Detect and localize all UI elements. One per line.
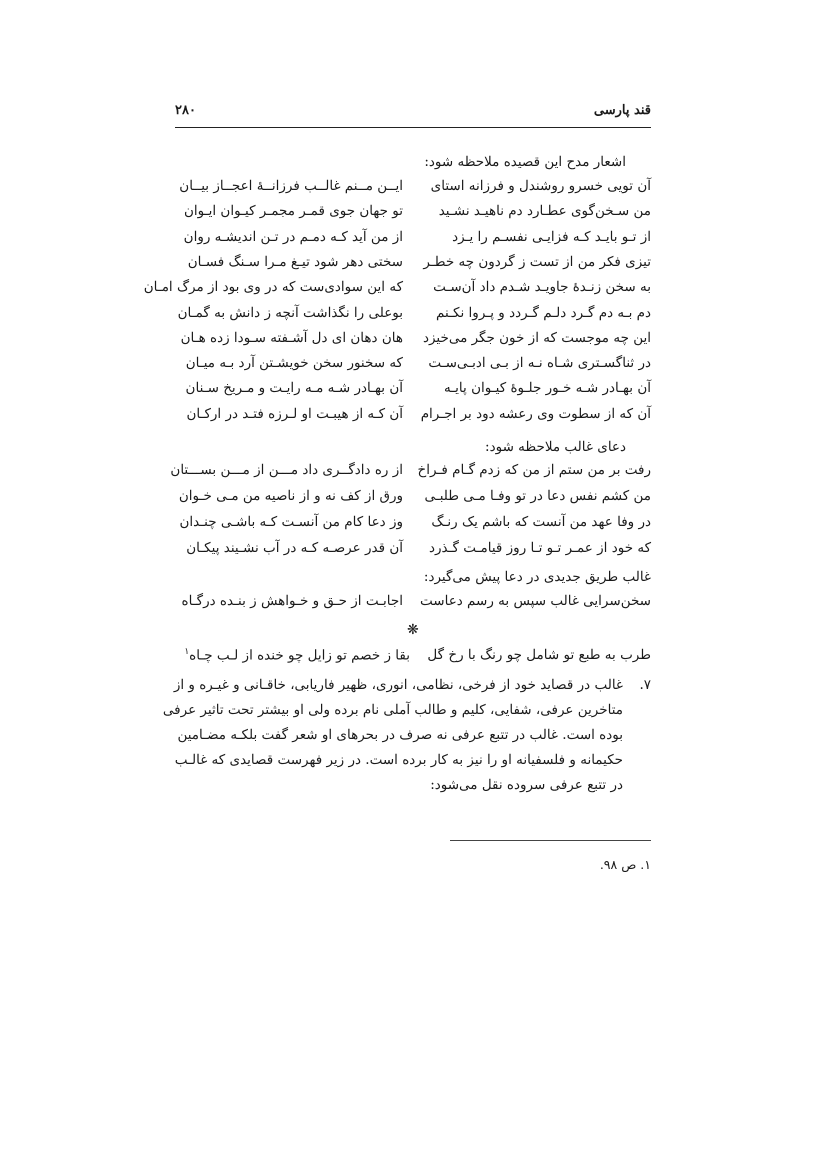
couplet bbox=[175, 514, 651, 534]
couplet bbox=[175, 593, 651, 613]
hemistich-second: بوعلی را نگذاشت آنچه ز دانش به گمـان bbox=[177, 304, 403, 321]
hemistich-second: که سخنور سخن خویشـتن آرد بـه میـان bbox=[185, 355, 403, 372]
couplet bbox=[175, 380, 651, 400]
hemistich-second: از من آید کـه دمـم در تـن اندیشـه روان bbox=[183, 228, 403, 245]
page-header bbox=[175, 103, 651, 128]
intro-line: اشعار مدح این قصیده ملاحظه شود: bbox=[424, 154, 626, 170]
paragraph-line: بوده است. غالب در تتبع عرفی نه صرف در بحرهای او شعر گفت بلکـه مضـامین bbox=[177, 727, 623, 743]
hemistich-second: آن بهـادر شـه مـه رایـت و مـریخ سـنان bbox=[185, 380, 403, 397]
hemistich-second: هان دهان ای دل آشـفته سـودا زده هـان bbox=[180, 329, 403, 346]
hemistich-first: در ثناگسـتری شـاه نـه از بـی ادبـی‌سـت bbox=[428, 355, 651, 372]
couplet bbox=[175, 355, 651, 375]
hemistich-first: در وفا عهد من آنست که باشم یک رنـگ bbox=[431, 514, 651, 530]
couplet bbox=[175, 229, 651, 249]
hemistich-first: که خود از عمـر تـو تـا روز قیامـت گـذرد bbox=[428, 540, 651, 556]
hemistich-second: ورق از کف نه و از ناصیه من مـی خـوان bbox=[178, 488, 403, 504]
paragraph-number: ۷. bbox=[639, 677, 651, 693]
couplet bbox=[143, 279, 651, 299]
paragraph-line: حکیمانه و فلسفیانه او را نیز به کار برده است. در زیر فهرست قصایدی که غالـب bbox=[174, 752, 623, 768]
paragraph-line: متاخرین عرفی، شفایی، کلیم و طالب آملی نام برده ولی او بیشتر تحت تاثیر عرفی bbox=[162, 702, 623, 718]
paragraph-line: غالب در قصاید خود از فرخی، نظامی، انوری، ظهیر فاریابی، خاقـانی و غیـره و از bbox=[173, 677, 623, 693]
couplet bbox=[175, 178, 651, 198]
hemistich-first: آن بهـادر شـه خـور جلـوهٔ کیـوان پایـه bbox=[443, 380, 651, 397]
couplet bbox=[170, 462, 651, 482]
hemistich-first: آن که از سطوت وی رعشه دود بر اجـرام bbox=[420, 405, 651, 422]
intro-line: غالب طریق جدیدی در دعا پیش می‌گیرد: bbox=[423, 569, 651, 585]
couplet bbox=[175, 406, 651, 426]
page-number: ۲۸۰ bbox=[175, 103, 196, 118]
couplet bbox=[175, 305, 651, 325]
hemistich-second: آن قدر عرصـه کـه در آب نشـیند پیکـان bbox=[186, 540, 403, 556]
couplet bbox=[175, 330, 651, 350]
hemistich-second bbox=[175, 647, 410, 664]
section-separator: ❋ bbox=[407, 622, 419, 638]
couplet bbox=[175, 488, 651, 508]
hemistich-first: دم بـه دم گـرد دلـم گـردد و پـروا نکـنم bbox=[436, 304, 651, 321]
intro-line: دعای غالب ملاحظه شود: bbox=[485, 439, 626, 455]
hemistich-first: به سخن زنـدهٔ جاویـد شـدم داد آن‌سـت bbox=[433, 279, 651, 296]
hemistich-text: بقا ز خصم تو زایل چو خنده از لـب چـاه bbox=[189, 647, 410, 664]
paragraph-line: در تتبع عرفی سروده نقل می‌شود: bbox=[430, 777, 623, 793]
footnote: ۱. ص ۹۸. bbox=[599, 857, 651, 872]
couplet bbox=[175, 647, 651, 667]
hemistich-first: سخن‌سرایی غالب سپس به رسم دعاست bbox=[420, 593, 651, 609]
hemistich-first: از تـو بایـد کـه فزایـی نفسـم را یـزد bbox=[452, 228, 651, 245]
hemistich-first: تیزی فکر من از تست ز گردون چه خطـر bbox=[423, 253, 651, 270]
hemistich-second: آن کـه از هیبـت او لـرزه فتـد در ارکـان bbox=[186, 405, 403, 422]
hemistich-second: که این سوادی‌ست که در وی بود از مرگ امـان bbox=[143, 279, 403, 296]
hemistich-second: تو جهان جوی قمـر مجمـر کیـوان ایـوان bbox=[184, 203, 403, 220]
hemistich-second: سختی دهر شود تیـغ مـرا سـنگ فسـان bbox=[187, 253, 403, 270]
footnote-rule bbox=[450, 840, 651, 841]
hemistich-first: من سـخن‌گوی عطـارد دم ناهیـد نشـید bbox=[438, 203, 651, 220]
hemistich-second: اجابـت از حـق و خـواهش ز بنـده درگـاه bbox=[181, 593, 403, 609]
hemistich-second: ایــن مــنم غالــب فرزانــهٔ اعجــاز بیــان bbox=[179, 178, 403, 194]
hemistich-first: رفت بر من ستم از من که زدم گـام فـراخ bbox=[417, 462, 651, 478]
numbered-paragraph bbox=[162, 677, 651, 807]
hemistich-first: من کشم نفس دعا در تو وفـا مـی طلبـی bbox=[424, 488, 651, 504]
hemistich-first: آن تویی خسرو روشندل و فرزانه استای bbox=[430, 178, 651, 194]
hemistich-first: این چه موجست که از خون جگر می‌خیزد bbox=[422, 329, 651, 346]
hemistich-second: وز دعا کام من آنسـت کـه باشـی چنـدان bbox=[179, 514, 403, 530]
couplet bbox=[175, 254, 651, 274]
couplet bbox=[175, 203, 651, 223]
hemistich-first: طرب به طبع تو شامل چو رنگ با رخ گل bbox=[427, 647, 651, 663]
hemistich-second: از ره دادگــری داد مـــن از مـــن بســـتان bbox=[170, 462, 403, 478]
footnote-reference: ۱ bbox=[184, 647, 190, 657]
couplet bbox=[175, 540, 651, 560]
running-title: قند پارسی bbox=[593, 103, 651, 118]
